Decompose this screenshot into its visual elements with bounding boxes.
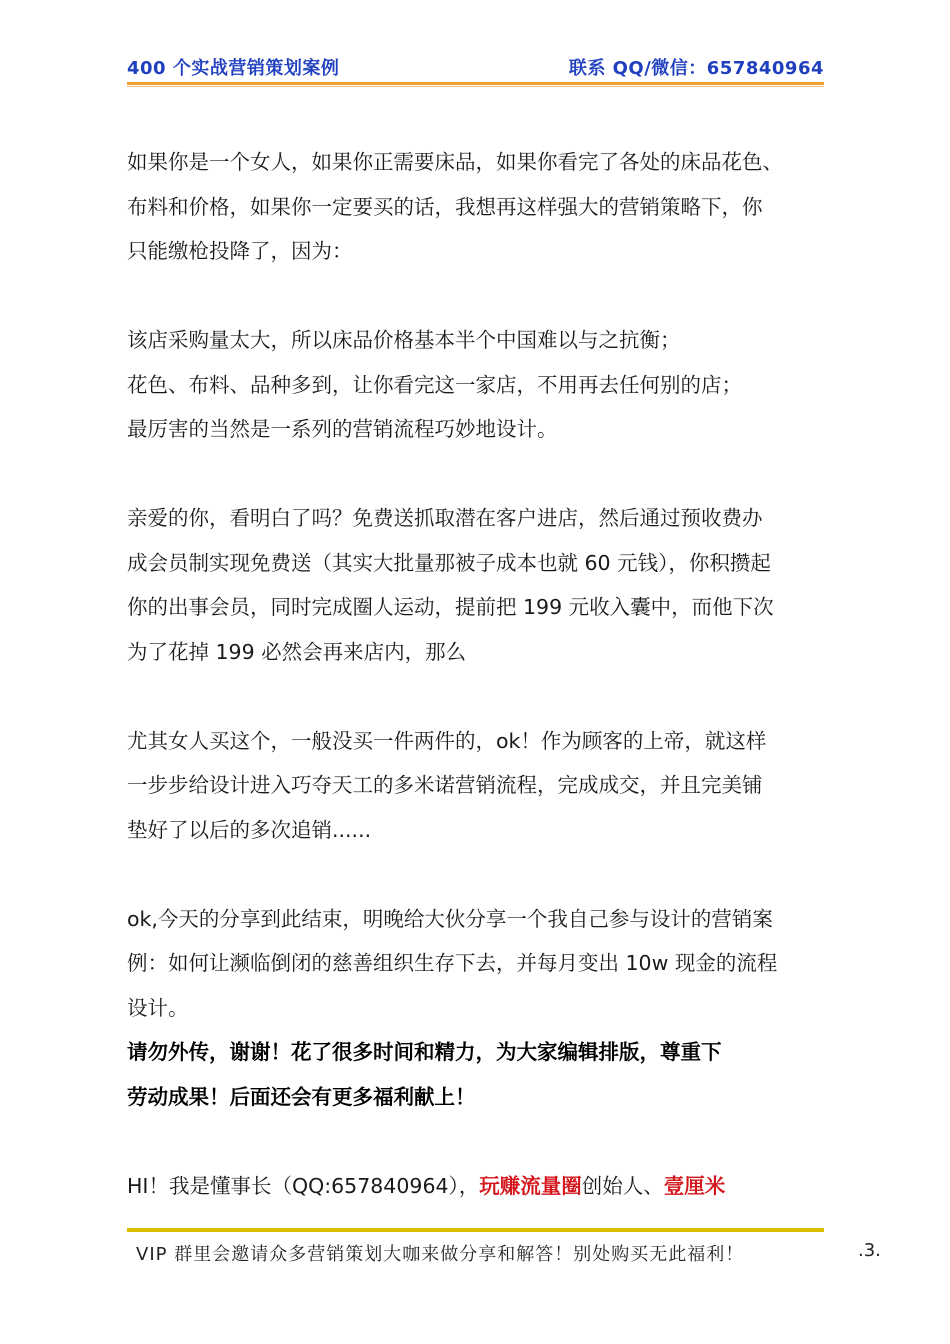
intro-highlight-2: 壹厘米 — [663, 1173, 726, 1198]
page-header — [127, 52, 824, 82]
text-line: 成会员制实现免费送（其实大批量那被子成本也就 60 元钱），你积攒起 — [127, 550, 771, 575]
text-line: 为了花掉 199 必然会再来店内，那么 — [127, 639, 467, 664]
header-contact: 联系 QQ/微信：657840964 — [568, 58, 824, 79]
text-line: 尤其女人买这个，一般没买一件两件的，ok！作为顾客的上帝，就这样 — [127, 728, 767, 753]
text-line: 你的出事会员，同时完成圈人运动，提前把 199 元收入囊中，而他下次 — [127, 595, 774, 619]
text-line: 请勿外传，谢谢！花了很多时间和精力，为大家编辑排版，尊重下 — [127, 1040, 722, 1064]
text-line: 该店采购量太大，所以床品价格基本半个中国难以与之抗衡； — [127, 328, 681, 352]
page-number: .3. — [858, 1240, 881, 1261]
text-line: 例：如何让濒临倒闭的慈善组织生存下去，并每月变出 10w 现金的流程 — [127, 951, 778, 975]
paragraph-1 — [127, 140, 827, 274]
text-line — [127, 1164, 827, 1209]
header-divider-thin — [127, 86, 824, 87]
paragraph-4 — [127, 719, 827, 853]
intro-middle: 创始人、 — [581, 1173, 664, 1198]
author-intro — [127, 1164, 827, 1209]
paragraph-5 — [127, 897, 827, 1031]
intro-prefix: HI！我是懂事长（QQ:657840964）， — [127, 1173, 480, 1198]
text-line: 只能缴枪投降了，因为： — [127, 239, 353, 263]
text-line: ok,今天的分享到此结束，明晚给大伙分享一个我自己参与设计的营销案 — [127, 906, 773, 931]
text-line: 设计。 — [127, 995, 189, 1020]
intro-highlight-1: 玩赚流量圈 — [479, 1173, 582, 1198]
text-line: 布料和价格，如果你一定要买的话，我想再这样强大的营销策略下，你 — [127, 194, 763, 219]
text-line: 劳动成果！后面还会有更多福利献上！ — [127, 1084, 476, 1109]
text-line: 垫好了以后的多次追销...... — [127, 817, 372, 842]
footer-note: VIP 群里会邀请众多营销策划大咖来做分享和解答！别处购买无此福利！ — [136, 1244, 745, 1265]
text-line: 亲爱的你，看明白了吗？免费送抓取潜在客户进店，然后通过预收费办 — [127, 506, 763, 530]
paragraph-3 — [127, 496, 827, 674]
text-line: 花色、布料、品种多到，让你看完这一家店，不用再去任何别的店； — [127, 372, 742, 397]
footer-divider — [127, 1228, 824, 1232]
paragraph-2 — [127, 318, 827, 452]
header-title: 400 个实战营销策划案例 — [127, 58, 340, 79]
document-body — [127, 140, 827, 1208]
header-divider — [127, 82, 824, 85]
text-line: 一步步给设计进入巧夺天工的多米诺营销流程，完成成交，并且完美铺 — [127, 773, 763, 797]
copyright-notice — [127, 1030, 827, 1119]
text-line: 如果你是一个女人，如果你正需要床品，如果你看完了各处的床品花色、 — [127, 150, 783, 174]
text-line: 最厉害的当然是一系列的营销流程巧妙地设计。 — [127, 417, 558, 441]
